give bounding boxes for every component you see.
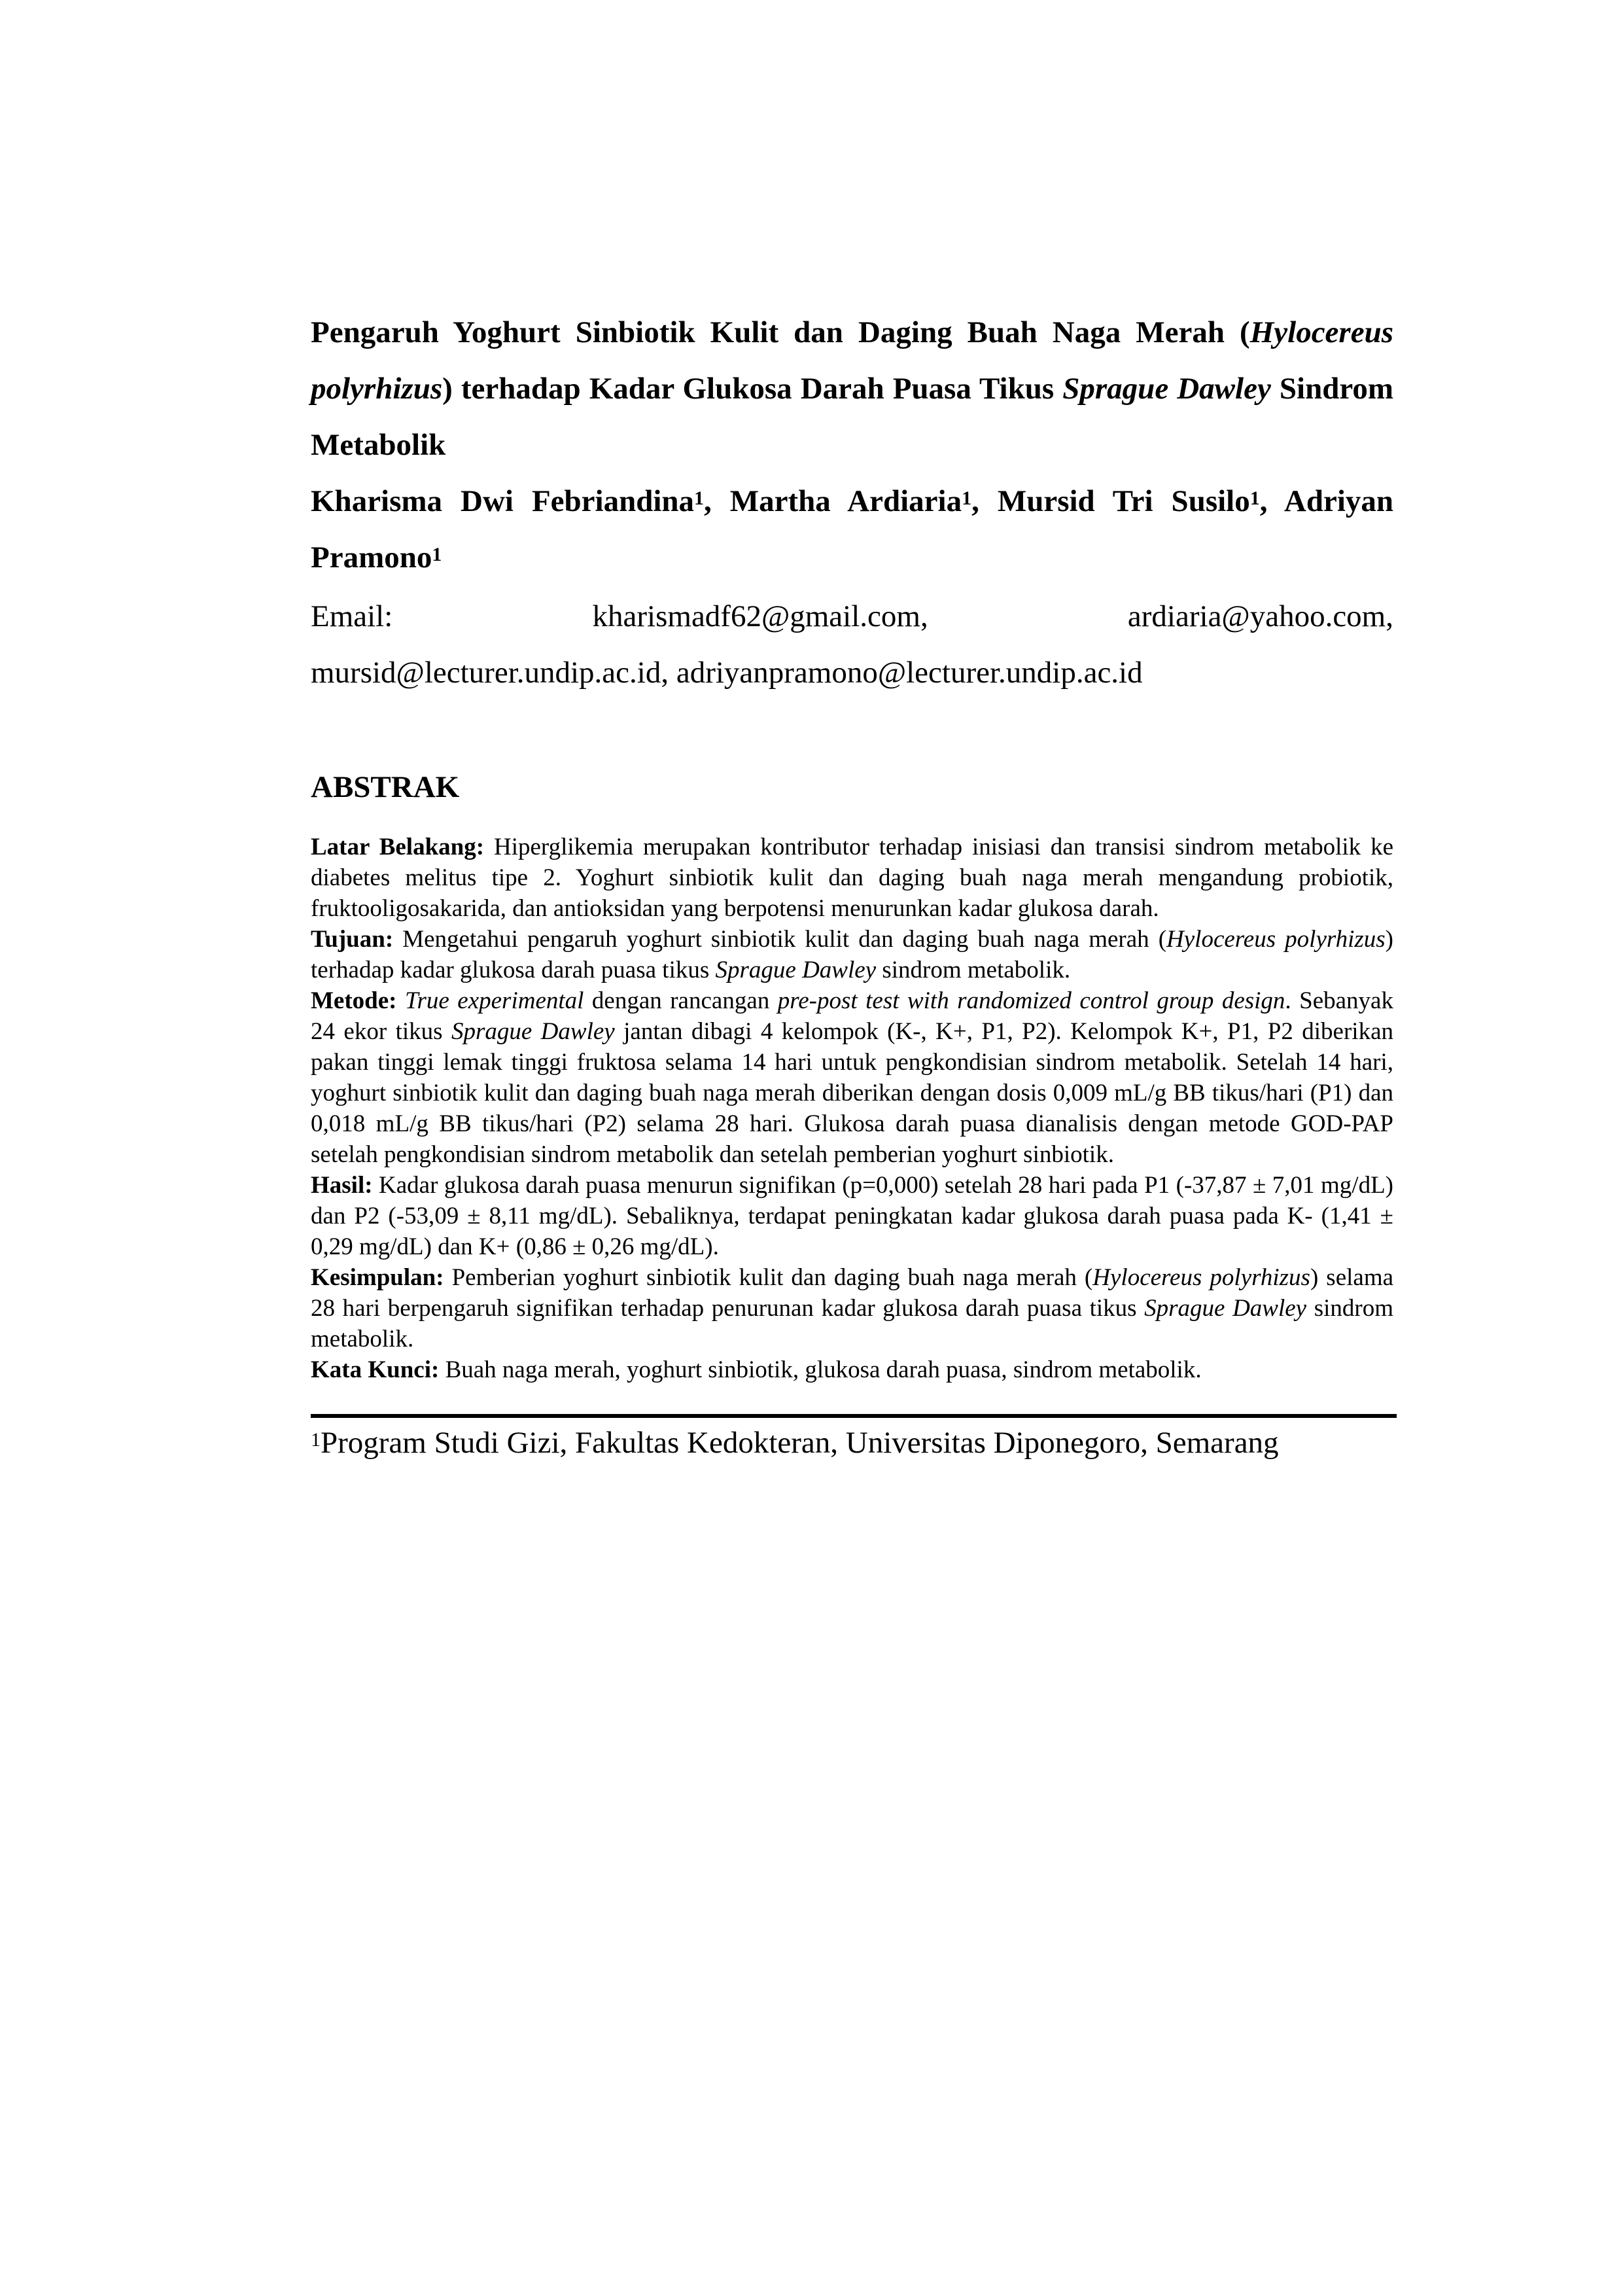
footnote-divider <box>311 1414 1397 1418</box>
affiliation-mark: 1 <box>962 487 972 509</box>
affiliation-mark: 1 <box>694 487 705 509</box>
species-name: Hylocereus polyrhizus <box>311 315 1393 406</box>
author-list: Kharisma Dwi Febriandina$^1$, Martha Ardiaria$^1$, Mursid Tri Susilo$^1$, Adriyan Pramono$^1$ <box>311 484 1394 574</box>
abstract-heading: ABSTRAK <box>311 770 460 804</box>
author-name: Mursid Tri Susilo <box>997 484 1250 518</box>
email-link[interactable]: ardiaria@yahoo.com, <box>1127 599 1393 633</box>
email-line <box>311 588 1393 645</box>
affiliation-mark: 1 <box>311 1429 321 1451</box>
abstract-methods: Metode: True experimental dengan rancangan pre-post test with randomized control group design. Sebanyak 24 ekor tikus Sprague Dawley jantan dibagi 4 kelompok (K-, K+, P1, P2). Kelompok K+, P1, P2 diberikan pakan tinggi lemak tinggi fruktosa selama 14 hari untuk pengkondisian sindrom metabolik. Setelah 14 hari, yoghurt sinbiotik kulit dan daging buah naga merah diberikan dengan dosis 0,009 mL/g BB tikus/hari (P1) dan 0,018 mL/g BB tikus/hari (P2) selama 28 hari. Glukosa darah puasa dianalisis dengan metode GOD-PAP setelah pengkondisian sindrom metabolik dan setelah pemberian yoghurt sinbiotik. <box>311 987 1393 1168</box>
email-label: Email: <box>311 599 393 633</box>
front-matter <box>311 304 1393 1462</box>
affiliation-mark: 1 <box>432 544 442 565</box>
abstract-keywords: Kata Kunci: Buah naga merah, yoghurt sinbiotik, glukosa darah puasa, sindrom metabolik. <box>311 1356 1202 1383</box>
affiliation-footnote: $^1$Program Studi Gizi, Fakultas Kedokteran, Universitas Diponegoro, Semarang <box>311 1426 1279 1460</box>
strain-name: Sprague Dawley <box>1062 372 1271 406</box>
author-name: Martha Ardiaria <box>729 484 962 518</box>
email-link[interactable]: kharismadf62@gmail.com, <box>592 599 928 633</box>
abstract-background: Latar Belakang: Hiperglikemia merupakan kontributor terhadap inisiasi dan transisi sindrom metabolik ke diabetes melitus tipe 2. Yoghurt sinbiotik kulit dan daging buah naga merah mengandung probiotik, fruktooligosakarida, dan antioksidan yang berpotensi menurunkan kadar glukosa darah. <box>311 834 1393 922</box>
affiliation-mark: 1 <box>1249 487 1260 509</box>
abstract-objective: Tujuan: Mengetahui pengaruh yoghurt sinbiotik kulit dan daging buah naga merah (Hylocereus polyrhizus) terhadap kadar glukosa darah puasa tikus Sprague Dawley sindrom metabolik. <box>311 926 1393 983</box>
author-name: Kharisma Dwi Febriandina <box>311 484 695 518</box>
email-line-2[interactable]: mursid@lecturer.undip.ac.id, adriyanpramono@lecturer.undip.ac.id <box>311 656 1143 690</box>
author-name: Adriyan Pramono <box>311 484 1394 574</box>
abstract-conclusion: Kesimpulan: Pemberian yoghurt sinbiotik kulit dan daging buah naga merah (Hylocereus polyrhizus) selama 28 hari berpengaruh signifikan terhadap penurunan kadar glukosa darah puasa tikus Sprague Dawley sindrom metabolik. <box>311 1264 1394 1352</box>
paper-title: Pengaruh Yoghurt Sinbiotik Kulit dan Daging Buah Naga Merah (Hylocereus polyrhizus) terhadap Kadar Glukosa Darah Puasa Tikus Sprague Dawley Sindrom Metabolik <box>311 315 1394 462</box>
abstract-results: Hasil: Kadar glukosa darah puasa menurun signifikan (p=0,000) setelah 28 hari pada P1 (-37,87 ± 7,01 mg/dL) dan P2 (-53,09 ± 8,11 mg/dL). Sebaliknya, terdapat peningkatan kadar glukosa darah puasa pada K- (1,41 ± 0,29 mg/dL) dan K+ (0,86 ± 0,26 mg/dL). <box>311 1172 1393 1260</box>
